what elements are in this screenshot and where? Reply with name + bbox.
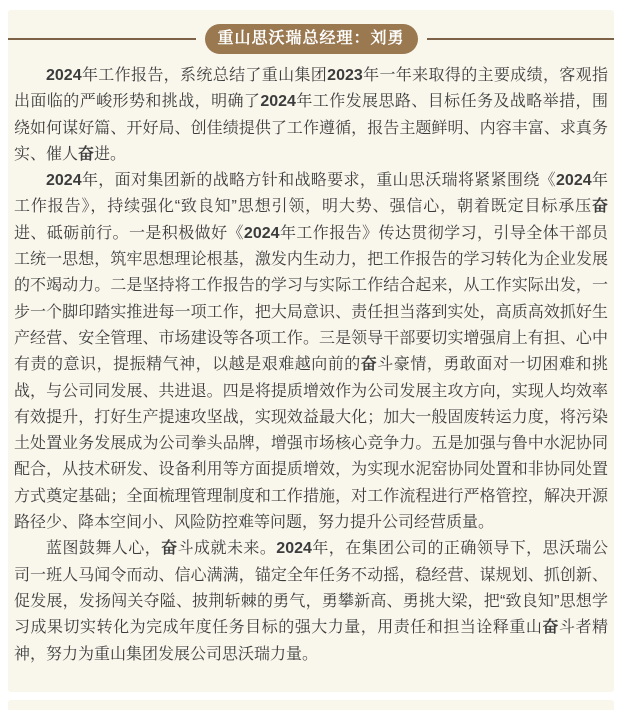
section-title: 重山思沃瑞总经理：刘勇 <box>217 30 405 47</box>
report-paragraph-1: 2024年工作报告，系统总结了重山集团2023年一年来取得的主要成绩，客观指出面临的严峻形势和挑战，明确了2024年工作发展思路、目标任务及战略举措，围绕如何谋好篇、开好局、创佳绩提供了工作遵循，报告主题鲜明、内容丰富、求真务实、催人奋进。 <box>14 67 608 163</box>
next-section-panel <box>8 700 614 710</box>
report-paragraph-3: 蓝图鼓舞人心，奋斗成就未来。2024年，在集团公司的正确领导下，思沃瑞公司一班人马闻令而动、信心满满，锚定全年任务不动摇，稳经营、谋规划、抓创新、促发展，发扬闯关夺隘、披荆斩棘的勇气，勇攀新高、勇挑大梁，把“致良知”思想学习成果切实转化为完成年度任务目标的强大力量，用责任和担当诠释重山奋斗者精神，努力为重山集团发展公司思沃瑞力量。 <box>14 540 608 663</box>
header-divider-right <box>427 38 615 40</box>
report-panel <box>8 10 614 692</box>
report-body <box>14 63 608 668</box>
section-title-badge <box>205 24 418 54</box>
header-divider-left <box>8 38 196 40</box>
section-header <box>8 10 614 54</box>
report-paragraph-2: 2024年，面对集团新的战略方针和战略要求，重山思沃瑞将紧紧围绕《2024年工作报告》，持续强化“致良知”思想引领，明大势、强信心，朝着既定目标承压奋进、砥砺前行。一是积极做好《2024年工作报告》传达贯彻学习，引导全体干部员工统一思想，筑牢思想理论根基，激发内生动力，把工作报告的学习转化为企业发展的不竭动力。二是坚持将工作报告的学习与实际工作结合起来，从工作实际出发，一步一个脚印踏实推进每一项工作，把大局意识、责任担当落到实处，高质高效抓好生产经营、安全管理、市场建设等各项工作。三是领导干部要切实增强肩上有担、心中有责的意识，提振精气神，以越是艰难越向前的奋斗豪情，勇敢面对一切困难和挑战，与公司同发展、共进退。四是将提质增效作为公司发展主攻方向，实现人均效率有效提升，打好生产提速攻坚战，实现效益最大化；加大一般固废转运力度，将污染土处置业务发展成为公司拳头品牌，增强市场核心竞争力。五是加强与鲁中水泥协同配合，从技术研发、设备利用等方面提质增效，为实现水泥窑协同处置和非协同处置方式奠定基础；全面梳理管理制度和工作措施，对工作流程进行严格管控，解决开源路径少、降本空间小、风险防控难等问题，努力提升公司经营质量。 <box>14 172 608 532</box>
